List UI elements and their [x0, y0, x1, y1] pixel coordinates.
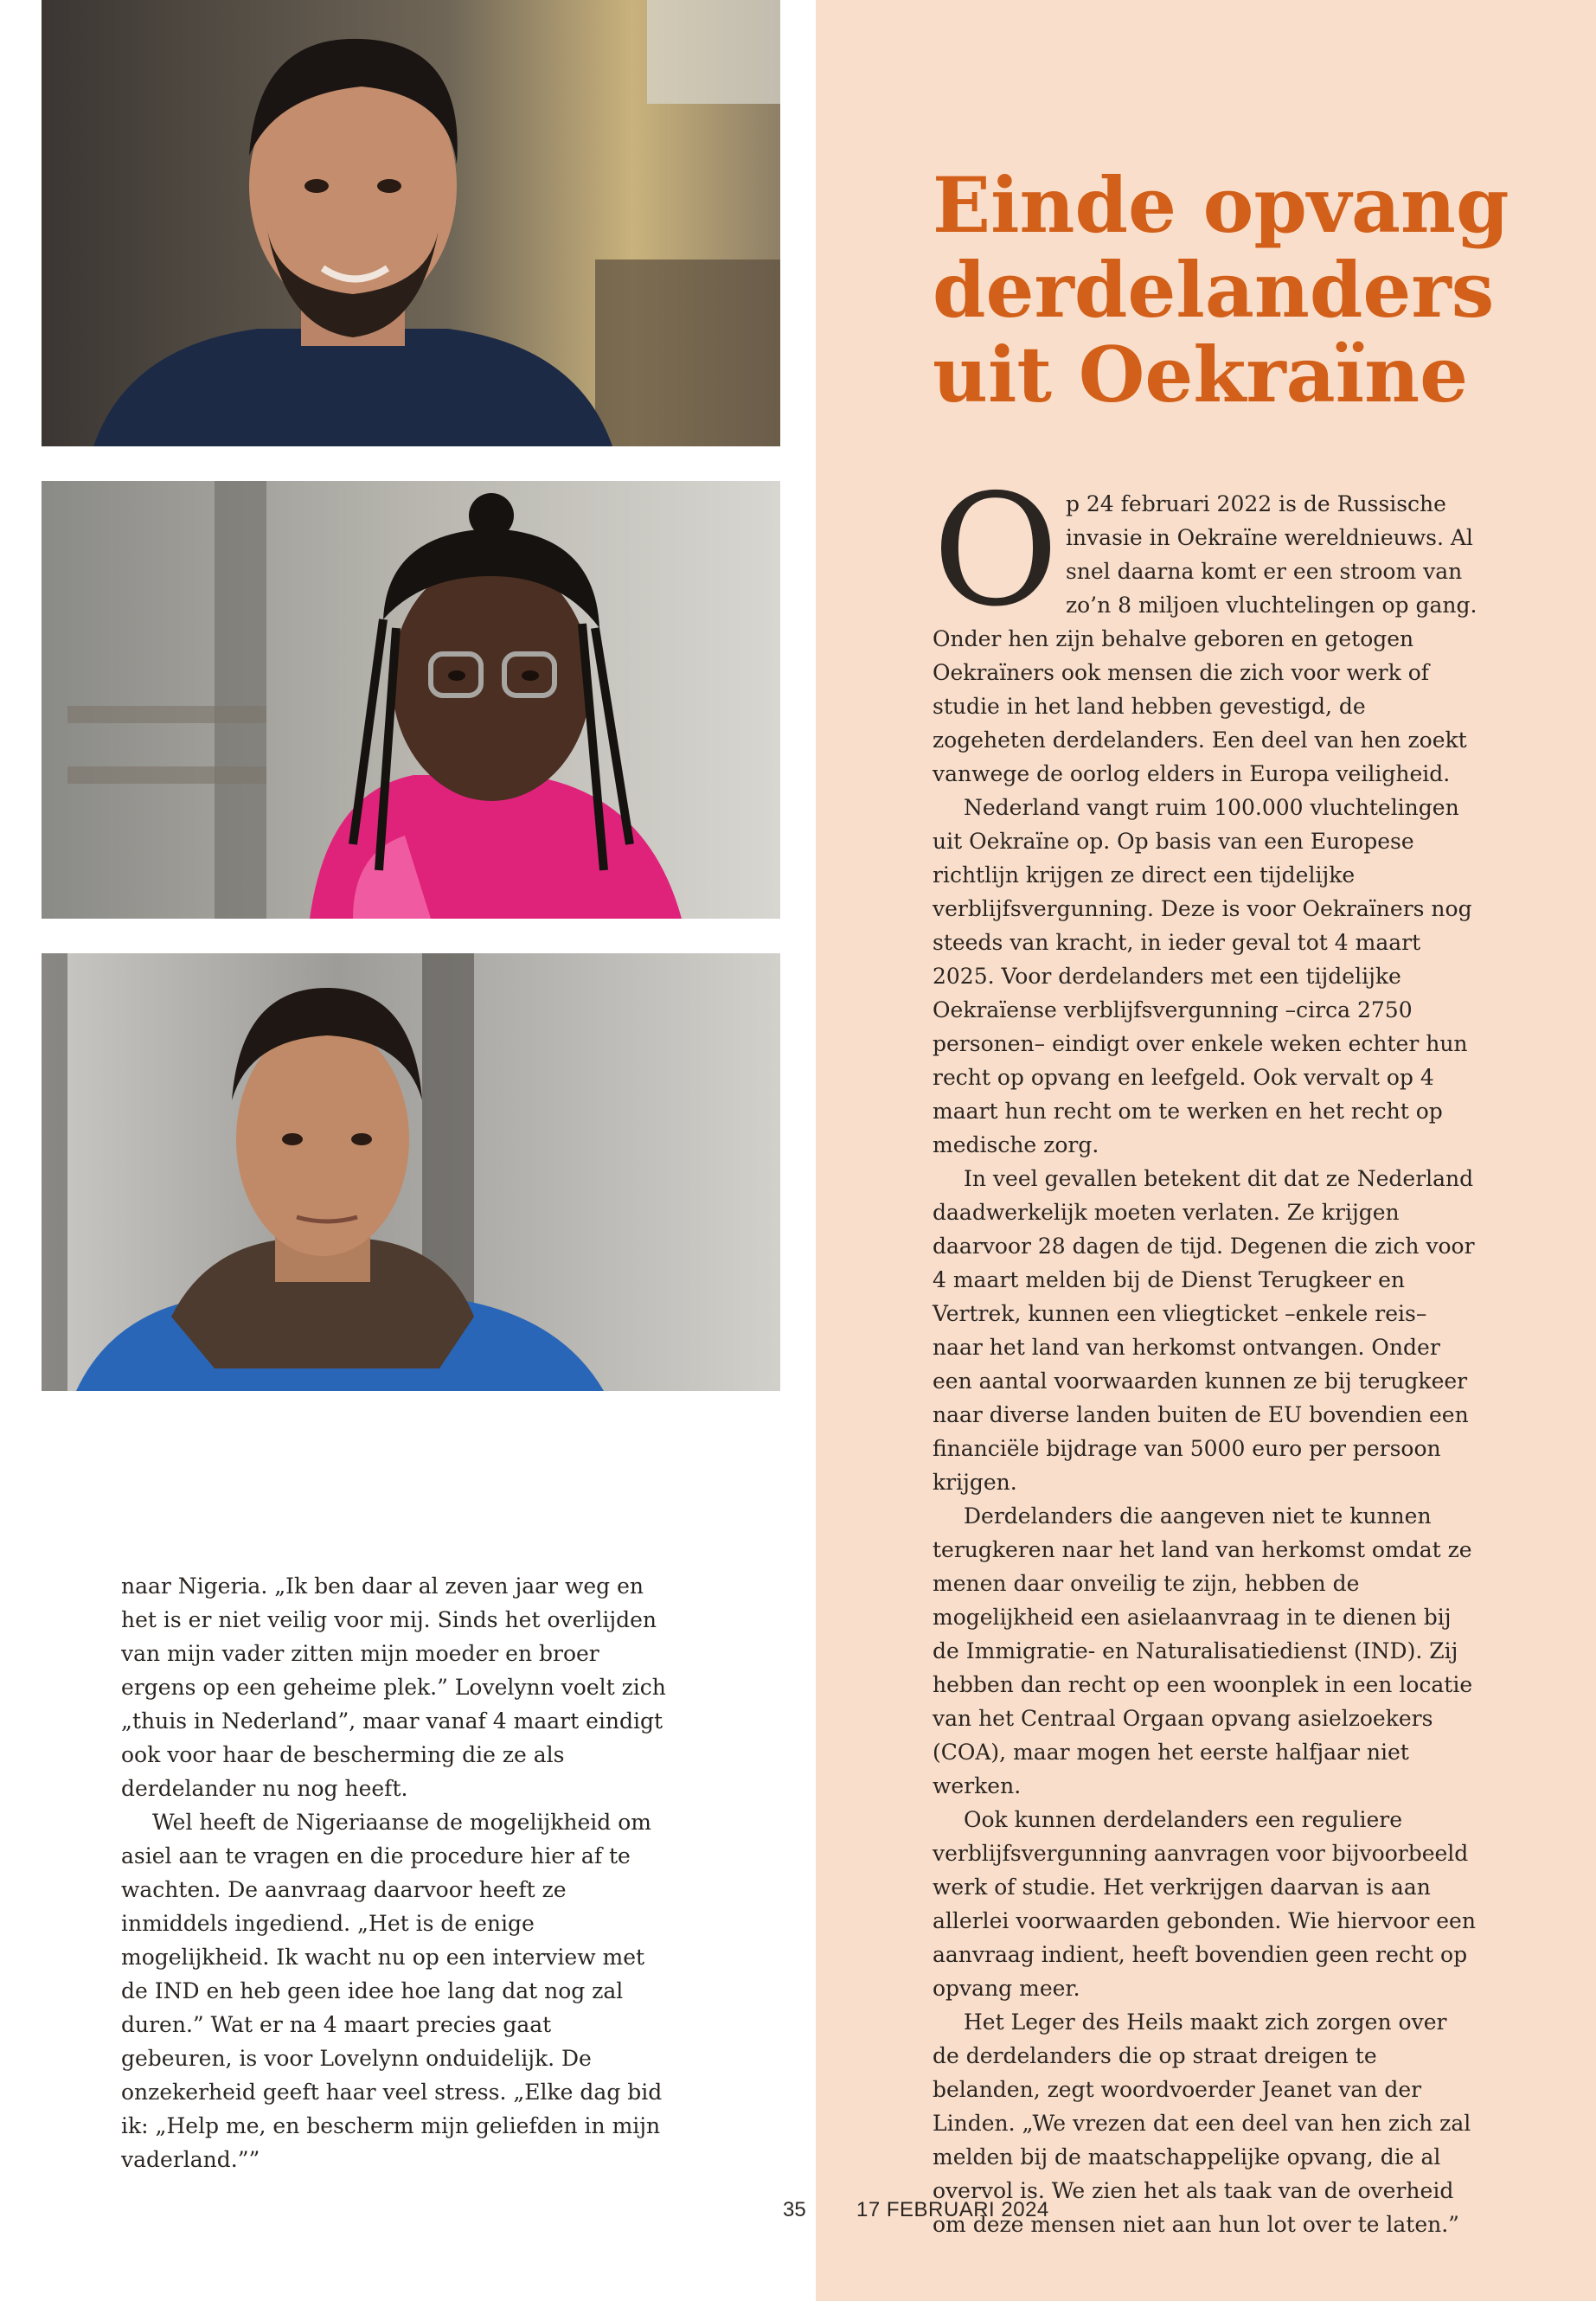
- portrait-young-man-bearded: [42, 0, 780, 446]
- drop-cap: O: [933, 461, 1059, 640]
- left-paragraph-2: Wel heeft de Nigeriaanse de mogelijkheid om asiel aan te vragen en die procedure hier af te wachten. De aanvraag daarvoor heeft ze inmiddels ingediend. „Het is de enige mogelijkheid. Ik wacht nu op een interview met de IND en heb geen idee hoe lang dat nog zal duren.” Wat er na 4 maart precies gaat gebeuren, is voor Lovelynn onduidelijk. De onzekerheid geeft haar veel stress. „Elke dag bid ik: „Help me, en bescherm mijn geliefden in mijn vaderland.””: [121, 1810, 663, 2172]
- article-paragraph-3: In veel gevallen betekent dit dat ze Nederland daadwerkelijk moeten verlaten. Ze krijgen daarvoor 28 dagen de tijd. Degenen die zich voor 4 maart melden bij de Dienst Terugkeer en Vertrek, kunnen een vliegticket –enkele reis– naar het land van herkomst ontvangen. Onder een aantal voorwaarden kunnen ze bij terugkeer naar diverse landen buiten de EU bovendien een financiële bijdrage van 5000 euro per persoon krijgen.: [933, 1166, 1475, 1495]
- page-number: 35: [783, 2198, 806, 2221]
- article-paragraph-4: Derdelanders die aangeven niet te kunnen terugkeren naar het land van herkomst omdat ze menen daar onveilig te zijn, hebben de mogelijkheid een asielaanvraag in te dienen bij de Immigratie- en Naturalisatiedienst (IND). Zij hebben dan recht op een woonplek in een locatie van het Centraal Orgaan opvang asielzoekers (COA), maar mogen het eerste halfjaar niet werken.: [933, 1503, 1473, 1798]
- article-paragraph-6: Het Leger des Heils maakt zich zorgen over de derdelanders die op straat dreigen te belanden, zegt woordvoerder Jeanet van der Linden. „We vrezen dat een deel van hen zich zal melden bij de maatschappelijke opvang, die al overvol is. We zien het als taak van de overheid om deze mensen niet aan hun lot over te laten.”: [933, 2009, 1471, 2237]
- left-column-text: [121, 1569, 666, 2176]
- article-paragraph-1: [933, 461, 1477, 791]
- headline-line-2: derdelanders: [933, 245, 1495, 335]
- left-paragraph-1: naar Nigeria. „Ik ben daar al zeven jaar weg en het is er niet veilig voor mij. Sinds het overlijden van mijn vader zitten mijn moeder en broer ergens op een geheime plek.” Lovelynn voelt zich „thuis in Nederland”, maar vanaf 4 maart eindigt ook voor haar de bescherming die ze als derdelander nu nog heeft.: [121, 1574, 666, 1801]
- issue-date: 17 FEBRUARI 2024: [856, 2198, 1049, 2221]
- headline-line-1: Einde opvang: [933, 160, 1509, 250]
- article-paragraph-1-text: p 24 februari 2022 is de Russische invasie in Oekraïne wereldnieuws. Al snel daarna komt er een stroom van zo’n 8 miljoen vluchtelingen op gang. Onder hen zijn behalve geboren en getogen Oekraïners ook mensen die zich voor werk of studie in het land hebben gevestigd, de zogeheten derdelanders. Een deel van hen zoekt vanwege de oorlog elders in Europa veiligheid.: [933, 491, 1477, 786]
- article-headline: [933, 160, 1538, 420]
- portrait-young-man-hoodie: [42, 953, 780, 1391]
- article-body: [933, 461, 1477, 2241]
- article-paragraph-2: Nederland vangt ruim 100.000 vluchtelingen uit Oekraïne op. Op basis van een Europese richtlijn krijgen ze direct een tijdelijke verblijfsvergunning. Deze is voor Oekraïners nog steeds van kracht, in ieder geval tot 4 maart 2025. Voor derdelanders met een tijdelijke Oekraïense verblijfsvergunning –circa 2750 personen– eindigt over enkele weken echter hun recht op opvang en leefgeld. Ook vervalt op 4 maart hun recht om te werken en het recht op medische zorg.: [933, 795, 1472, 1157]
- portrait-woman-glasses: [42, 481, 780, 919]
- headline-line-3: uit Oekraïne: [933, 330, 1469, 420]
- article-paragraph-5: Ook kunnen derdelanders een reguliere verblijfsvergunning aanvragen voor bijvoorbeeld werk of studie. Het verkrijgen daarvan is aan allerlei voorwaarden gebonden. Wie hiervoor een aanvraag indient, heeft bovendien geen recht op opvang meer.: [933, 1807, 1476, 2001]
